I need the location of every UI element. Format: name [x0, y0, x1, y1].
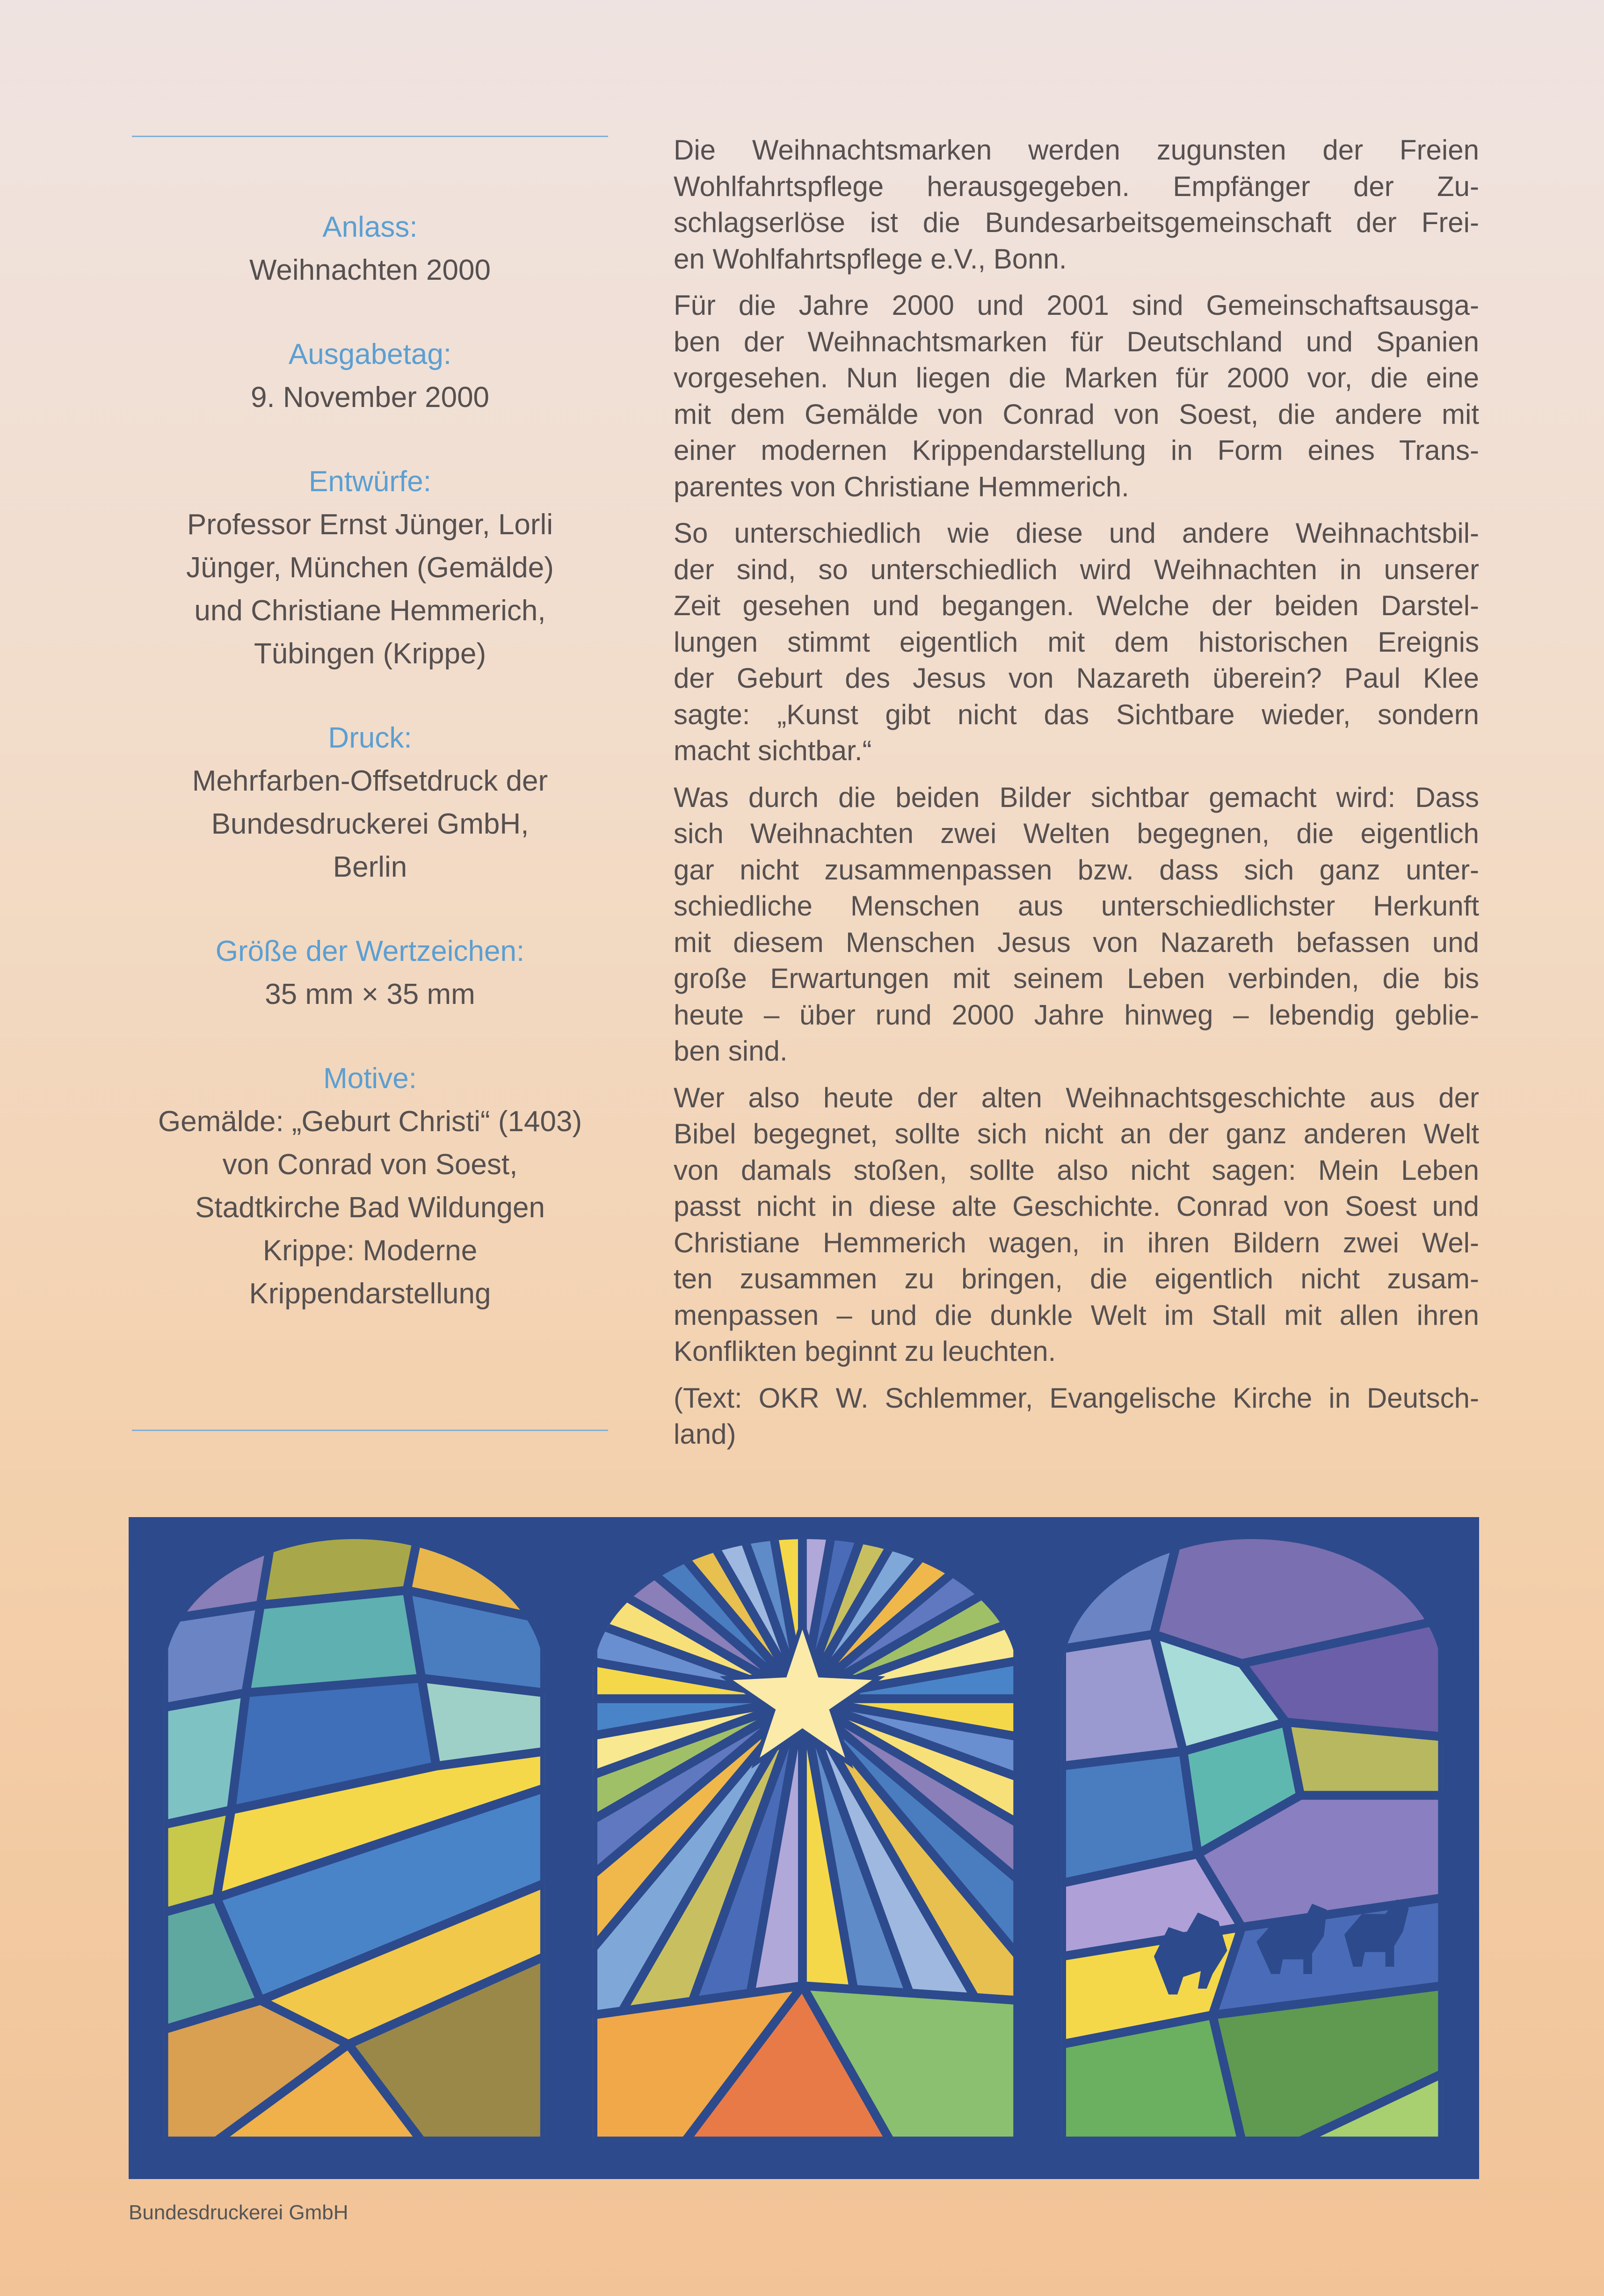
top-left-divider	[132, 136, 608, 137]
detail-label: Anlass:	[322, 211, 418, 243]
text-line: ben sind.	[674, 1035, 788, 1067]
text-line: gar nicht zusammenpassen bzw. dass sich ganz unter-	[674, 854, 1479, 886]
detail-value: Tübingen (Krippe)	[254, 638, 486, 670]
text-line: Konflikten beginnt zu leuchten.	[674, 1336, 1056, 1367]
text-line: große Erwartungen mit seinem Leben verbinden, die bis	[674, 963, 1479, 994]
detail-value: Stadtkirche Bad Wildungen	[195, 1192, 545, 1224]
detail-value: von Conrad von Soest,	[222, 1148, 518, 1181]
text-line: vorgesehen. Nun liegen die Marken für 2000 vor, die eine	[674, 362, 1479, 393]
detail-section	[132, 333, 608, 419]
detail-value: Krippe: Moderne	[262, 1235, 478, 1267]
detail-value: 9. November 2000	[250, 381, 490, 414]
text-line: parentes von Christiane Hemmerich.	[674, 471, 1129, 502]
paragraph	[674, 132, 1479, 277]
detail-section	[132, 206, 608, 292]
body-text	[674, 132, 1479, 1463]
text-line: Was durch die beiden Bilder sichtbar gemacht wird: Dass	[674, 781, 1479, 813]
text-line: Christiane Hemmerich wagen, in ihren Bildern zwei Wel-	[674, 1227, 1479, 1258]
text-line: ben der Weihnachtsmarken für Deutschland und Spanien	[674, 326, 1479, 357]
paragraph	[674, 1080, 1479, 1370]
detail-label: Größe der Wertzeichen:	[215, 935, 525, 967]
text-line: Wer also heute der alten Weihnachtsgeschichte aus der	[674, 1082, 1479, 1113]
detail-label: Ausgabetag:	[288, 338, 452, 371]
text-line: So unterschiedlich wie diese und andere Weihnachtsbil-	[674, 517, 1479, 549]
text-line: sagte: „Kunst gibt nicht das Sichtbare wieder, sondern	[674, 698, 1479, 730]
text-line: lungen stimmt eigentlich mit dem historischen Ereignis	[674, 626, 1479, 658]
detail-value: Bundesdruckerei GmbH,	[211, 808, 529, 840]
text-line: Zeit gesehen und begangen. Welche der beiden Darstel-	[674, 590, 1479, 621]
detail-value: Krippendarstellung	[249, 1278, 491, 1310]
detail-value: Professor Ernst Jünger, Lorli	[187, 509, 553, 541]
detail-section	[132, 930, 608, 1016]
text-line: sich Weihnachten zwei Welten begegnen, die eigentlich	[674, 818, 1479, 849]
text-line: einer modernen Krippendarstellung in Form eines Trans-	[674, 435, 1479, 466]
center-window	[593, 1517, 1018, 2141]
text-line: (Text: OKR W. Schlemmer, Evangelische Kirche in Deutsch-	[674, 1382, 1479, 1414]
detail-value: Jünger, München (Gemälde)	[186, 552, 554, 584]
text-line: schiedliche Menschen aus unterschiedlichster Herkunft	[674, 890, 1479, 922]
text-line: land)	[674, 1418, 736, 1450]
glass-pane	[1286, 1722, 1443, 1795]
text-line: von damals stoßen, sollte also nicht sagen: Mein Leben	[674, 1154, 1479, 1186]
text-line: Wohlfahrtspflege herausgegeben. Empfänger der Zu-	[674, 170, 1479, 202]
paragraph	[674, 779, 1479, 1069]
text-line: passt nicht in diese alte Geschichte. Conrad von Soest und	[674, 1191, 1479, 1222]
detail-value: Berlin	[333, 851, 407, 883]
detail-value: 35 mm × 35 mm	[265, 978, 475, 1010]
right-window	[1062, 1517, 1443, 2141]
left-window	[164, 1517, 544, 2141]
stamp-details	[132, 206, 608, 1357]
detail-section	[132, 1057, 608, 1315]
text-line: en Wohlfahrtspflege e.V., Bonn.	[674, 243, 1067, 275]
text-line: ten zusammen zu bringen, die eigentlich nicht zusam-	[674, 1263, 1479, 1294]
text-line: Für die Jahre 2000 und 2001 sind Gemeinschaftsausga-	[674, 290, 1479, 321]
detail-label: Entwürfe:	[309, 465, 431, 498]
paragraph	[674, 515, 1479, 769]
text-line: Bibel begegnet, sollte sich nicht an der ganz anderen Welt	[674, 1118, 1479, 1149]
text-line: heute – über rund 2000 Jahre hinweg – lebendig geblie-	[674, 999, 1479, 1031]
paragraph	[674, 287, 1479, 505]
detail-label: Motive:	[323, 1062, 417, 1095]
text-line: mit dem Gemälde von Conrad von Soest, die andere mit	[674, 398, 1479, 430]
text-line: schlagserlöse ist die Bundesarbeitsgemeinschaft der Frei-	[674, 207, 1479, 238]
detail-label: Druck:	[328, 722, 412, 754]
detail-value: Mehrfarben-Offsetdruck der	[192, 765, 548, 797]
bottom-left-divider	[132, 1430, 608, 1431]
paragraph	[674, 1380, 1479, 1453]
text-line: macht sichtbar.“	[674, 735, 872, 766]
detail-value: und Christiane Hemmerich,	[194, 595, 546, 627]
text-line: der Geburt des Jesus von Nazareth überein? Paul Klee	[674, 662, 1479, 694]
stained-glass-illustration	[129, 1517, 1479, 2179]
publisher-credit: Bundesdruckerei GmbH	[129, 2201, 348, 2224]
detail-section	[132, 717, 608, 889]
text-line: der sind, so unterschiedlich wird Weihnachten in unserer	[674, 553, 1479, 585]
detail-value: Weihnachten 2000	[249, 254, 491, 286]
text-line: menpassen – und die dunkle Welt im Stall mit allen ihren	[674, 1299, 1479, 1331]
detail-value: Gemälde: „Geburt Christi“ (1403)	[158, 1105, 582, 1138]
text-line: mit diesem Menschen Jesus von Nazareth befassen und	[674, 926, 1479, 958]
detail-section	[132, 460, 608, 676]
text-line: Die Weihnachtsmarken werden zugunsten der Freien	[674, 134, 1479, 166]
